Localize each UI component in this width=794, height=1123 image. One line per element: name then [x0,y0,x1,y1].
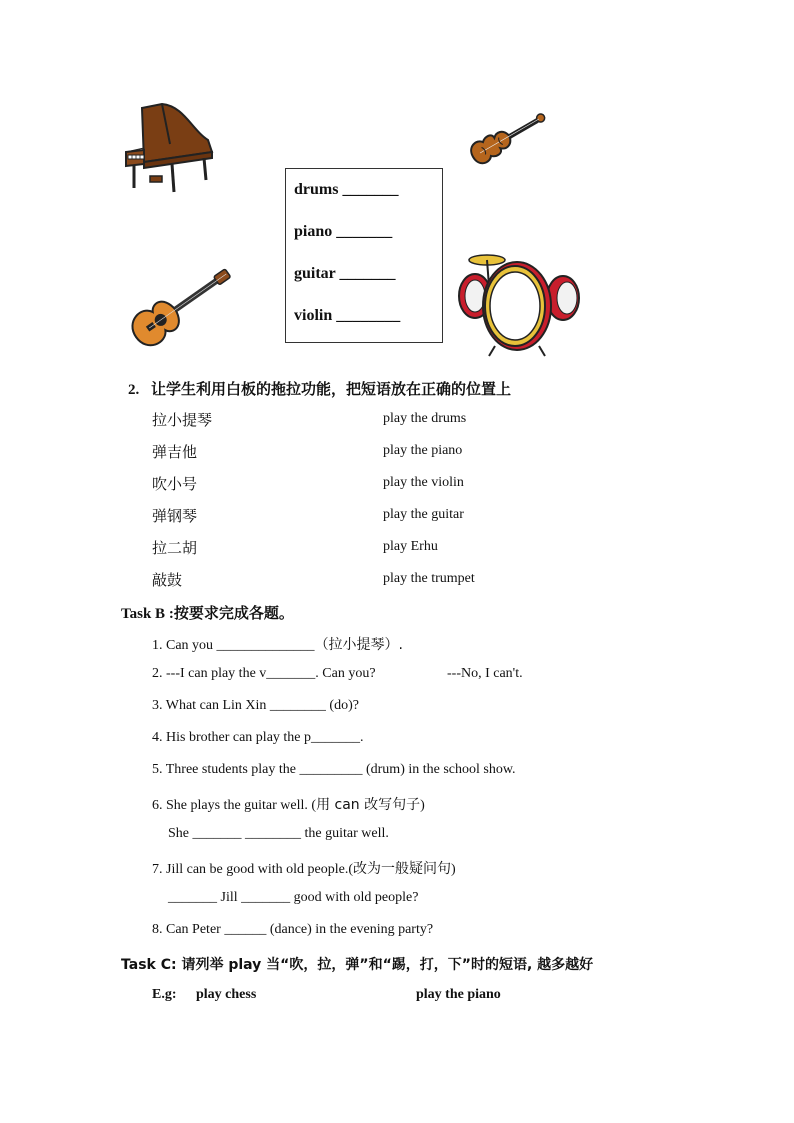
drum-kit-icon [455,246,585,358]
question-2-reply: ---No, I can't. [447,666,523,681]
word-line-piano: piano _______ [294,223,393,240]
cn-phrase-3: 吹小号 [152,475,198,493]
section2-title: 让学生利用白板的拖拉功能，把短语放在正确的位置上 [151,380,512,398]
question-1-hint: （拉小提琴）. [314,637,404,653]
question-3: 3. What can Lin Xin ________ (do)? [152,698,359,713]
question-7-text: 7. Jill can be good with old people.( [152,862,354,877]
question-4: 4. His brother can play the p_______. [152,730,364,745]
task-c-example-2: play the piano [416,987,501,1002]
acoustic-guitar-icon [120,250,245,360]
cn-phrase-4: 弹钢琴 [152,507,198,525]
cn-phrase-1: 拉小提琴 [152,411,213,429]
question-1-text: 1. Can you ______________ [152,638,315,653]
word-line-violin: violin ________ [294,307,401,324]
section2-number: 2. [128,382,140,398]
task-b-heading [121,602,294,623]
word-line-drums: drums _______ [294,181,399,198]
question-7-hint: 改为一般疑问句 [353,861,452,877]
task-b-label: Task B : [121,606,174,622]
question-6-close: ) [420,798,425,813]
question-7 [152,858,456,878]
question-6 [152,794,425,814]
task-c-heading: Task C: 请列举 play 当“吹，拉，弹”和“踢，打，下”时的短语, 越多越好 [121,957,594,973]
cn-phrase-5: 拉二胡 [152,539,198,557]
word-line-guitar: guitar _______ [294,265,396,282]
en-phrase-1[interactable]: play the drums [383,411,467,426]
en-phrase-3[interactable]: play the violin [383,475,464,490]
question-6-answer: She _______ ________ the guitar well. [168,826,389,841]
task-c-example-label: E.g: [152,987,177,1002]
question-6-text: 6. She plays the guitar well. ( [152,798,317,813]
cn-phrase-2: 弹吉他 [152,443,198,461]
section2-heading [128,378,511,399]
task-b-instruction: 按要求完成各题。 [173,604,294,622]
en-phrase-4[interactable]: play the guitar [383,507,464,522]
question-8: 8. Can Peter ______ (dance) in the evening party? [152,922,434,937]
violin-icon [456,98,556,173]
word-matching-box [285,168,443,343]
en-phrase-5[interactable]: play Erhu [383,539,438,554]
grand-piano-icon [122,100,217,195]
question-1 [152,634,403,654]
en-phrase-2[interactable]: play the piano [383,443,463,458]
question-7-close: ) [451,862,456,877]
task-c-example-1: play chess [196,987,257,1002]
en-phrase-6[interactable]: play the trumpet [383,571,475,586]
question-5: 5. Three students play the _________ (drum) in the school show. [152,762,516,777]
cn-phrase-6: 敲鼓 [152,571,183,589]
question-2: 2. ---I can play the v_______. Can you? [152,666,376,681]
question-6-hint: 用 can 改写句子 [316,797,421,813]
question-7-answer: _______ Jill _______ good with old people? [168,890,419,905]
